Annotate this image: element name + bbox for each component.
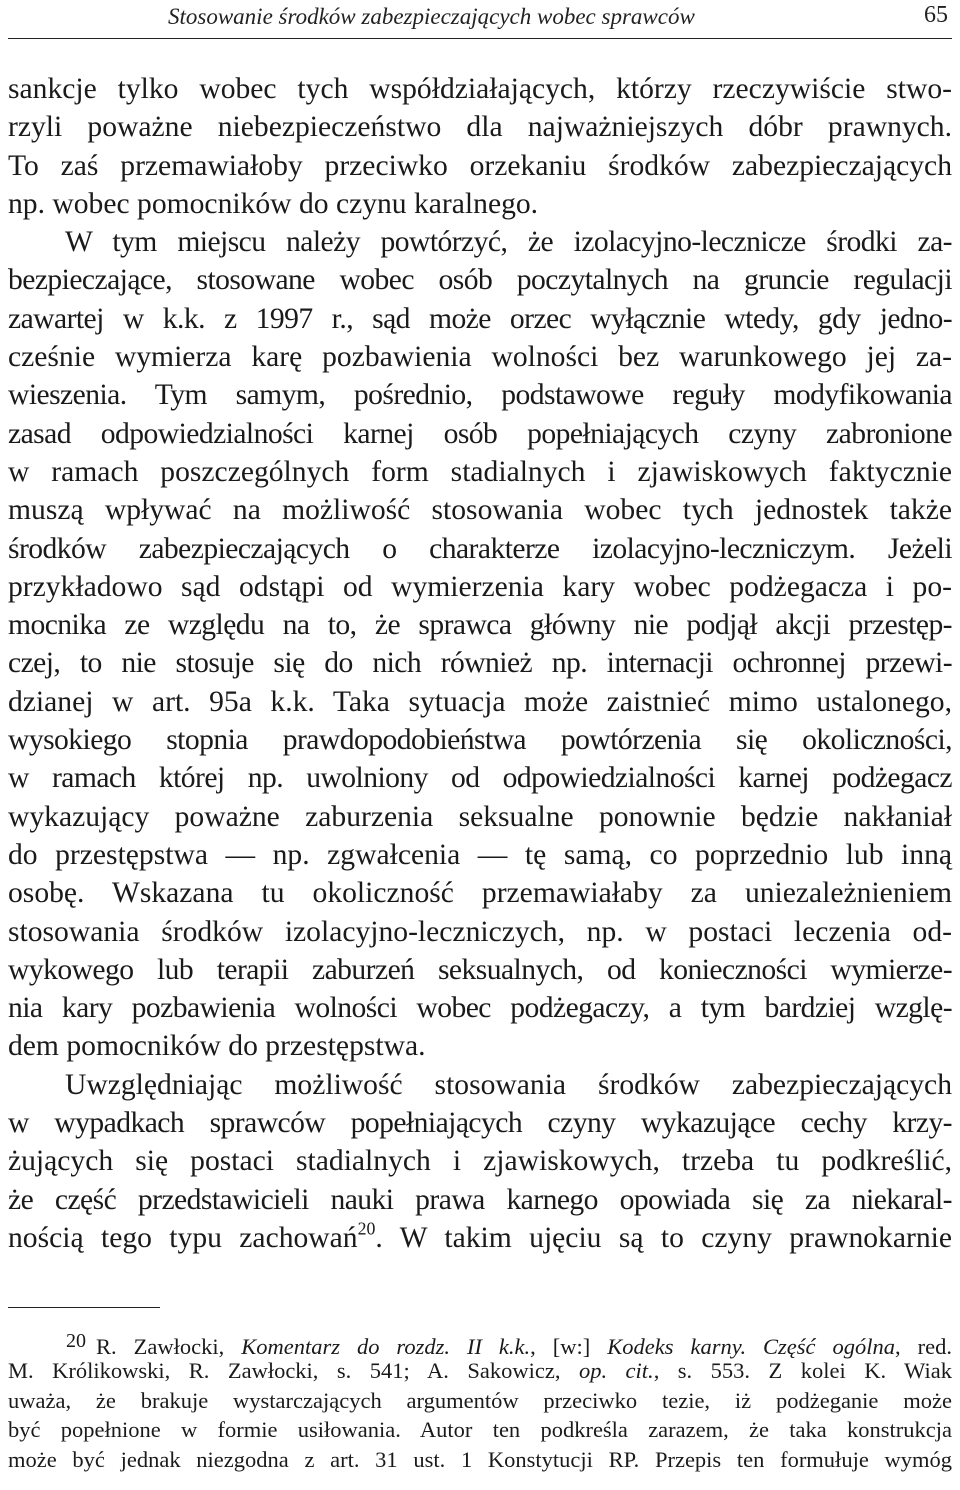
- text-line: przykładowo sąd odstąpi od wymierzenia kary wobec podżegacza i po-: [8, 570, 952, 603]
- footnote-line: uważa, że brakuje wystarczających argumentów przeciwko tezie, iż podżeganie może: [8, 1387, 952, 1413]
- footnote-text: , [w:]: [530, 1334, 608, 1359]
- text-line: do przestępstwa — np. zgwałcenia — tę samą, co poprzednio lub inną: [8, 838, 952, 871]
- footnote-text-italic: Komentarz do rozdz. II k.k.: [241, 1334, 531, 1359]
- text-line: stosowania środków izolacyjno-leczniczych, np. w postaci leczenia od-: [8, 915, 952, 948]
- text-line: dem pomocników do przestępstwa.: [8, 1030, 426, 1063]
- text-line: nia kary pozbawienia wolności wobec podżegaczy, a tym bardziej wzglę-: [8, 992, 952, 1025]
- text-line: bezpieczające, stosowane wobec osób poczytalnych na gruncie regulacji: [8, 264, 952, 297]
- text-line: w wypadkach sprawców popełniających czyny wykazujące cechy krzy-: [8, 1107, 952, 1140]
- footnote-line: [8, 1356, 952, 1385]
- text-line: wysokiego stopnia prawdopodobieństwa powtórzenia się okoliczności,: [8, 724, 952, 757]
- text-line-with-footnote: [8, 1219, 952, 1257]
- text-line: rzyli poważne niebezpieczeństwo dla najważniejszych dóbr prawnych.: [8, 111, 952, 144]
- footnote-separator: [8, 1307, 160, 1308]
- footnote-line: może być jednak niezgodna z art. 31 ust. 1 Konstytucji RP. Przepis ten formułuje wymóg: [8, 1446, 952, 1472]
- text-segment: nością tego typu zachowań: [8, 1221, 358, 1254]
- text-line: To zaś przemawiałoby przeciwko orzekaniu środków zabezpieczających: [8, 149, 952, 182]
- page-number: 65: [924, 2, 948, 28]
- text-line: dzianej w art. 95a k.k. Taka sytuacja może zaistnieć mimo ustalonego,: [8, 685, 952, 718]
- text-line: zawartej w k.k. z 1997 r., sąd może orzec wyłącznie wtedy, gdy jedno-: [8, 302, 952, 335]
- text-line: w ramach poszczególnych form stadialnych i zjawiskowych faktycznie: [8, 455, 952, 488]
- text-line: że część przedstawicieli nauki prawa karnego opowiada się za niekaral-: [8, 1183, 952, 1216]
- text-line: np. wobec pomocników do czynu karalnego.: [8, 187, 539, 220]
- text-line: w ramach której np. uwolniony od odpowiedzialności karnej podżegacz: [8, 762, 952, 795]
- main-text: [8, 70, 952, 1257]
- text-line: cześnie wymierza karę pozbawienia wolności bez warunkowego jej za-: [8, 341, 952, 374]
- running-title: Stosowanie środków zabezpieczających wobec sprawców: [168, 4, 695, 29]
- text-line: wykazujący poważne zaburzenia seksualne ponownie będzie nakłaniał: [8, 800, 952, 833]
- footnote-text: M. Królikowski, R. Zawłocki, s. 541; A. Sakowicz,: [8, 1358, 579, 1384]
- footnote-line: być popełnione w formie usiłowania. Autor ten podkreśla zarazem, że taka konstrukcja: [8, 1417, 952, 1443]
- footnote-line: [8, 1327, 952, 1359]
- footnotes: [8, 1327, 952, 1474]
- text-line: muszą wpływać na możliwość stosowania wobec tych jednostek także: [8, 494, 952, 527]
- footnote-text-italic: op. cit.: [578, 1358, 654, 1384]
- text-line: żujących się postaci stadialnych i zjawiskowych, trzeba tu podkreślić,: [8, 1145, 952, 1178]
- text-line: środków zabezpieczających o charakterze izolacyjno-leczniczym. Jeżeli: [8, 532, 952, 565]
- footnote-reference[interactable]: 20: [357, 1218, 376, 1239]
- text-line: wieszenia. Tym samym, pośrednio, podstawowe reguły modyfikowania: [8, 379, 952, 412]
- text-line: czej, to nie stosuje się do nich również np. internacji ochronnej przewi-: [8, 647, 952, 680]
- text-line: osobę. Wskazana tu okoliczność przemawiałaby za uniezależnieniem: [8, 877, 952, 910]
- text-line: W tym miejscu należy powtórzyć, że izolacyjno-lecznicze środki za-: [65, 226, 952, 259]
- text-line: wykowego lub terapii zaburzeń seksualnych, od konieczności wymierze-: [8, 953, 952, 986]
- footnote-number: 20: [66, 1330, 86, 1352]
- text-line: mocnika ze względu na to, że sprawca główny nie podjął akcji przestęp-: [8, 609, 952, 642]
- text-segment: .: [375, 1221, 400, 1254]
- running-header: [8, 0, 952, 39]
- footnote-text: , red.: [895, 1334, 952, 1359]
- text-line: sankcje tylko wobec tych współdziałających, którzy rzeczywiście stwo-: [8, 73, 952, 105]
- footnote-text: R. Zawłocki,: [96, 1334, 242, 1359]
- text-line: Uwzględniając możliwość stosowania środków zabezpieczających: [65, 1068, 952, 1101]
- text-line: zasad odpowiedzialności karnej osób popełniających czyny zabronione: [8, 417, 952, 450]
- text-segment: W takim ujęciu są to czyny prawnokarnie: [399, 1221, 952, 1254]
- footnote-text-italic: Kodeks karny. Część ogólna: [607, 1334, 896, 1359]
- footnote-text: , s. 553. Z kolei K. Wiak: [653, 1358, 952, 1384]
